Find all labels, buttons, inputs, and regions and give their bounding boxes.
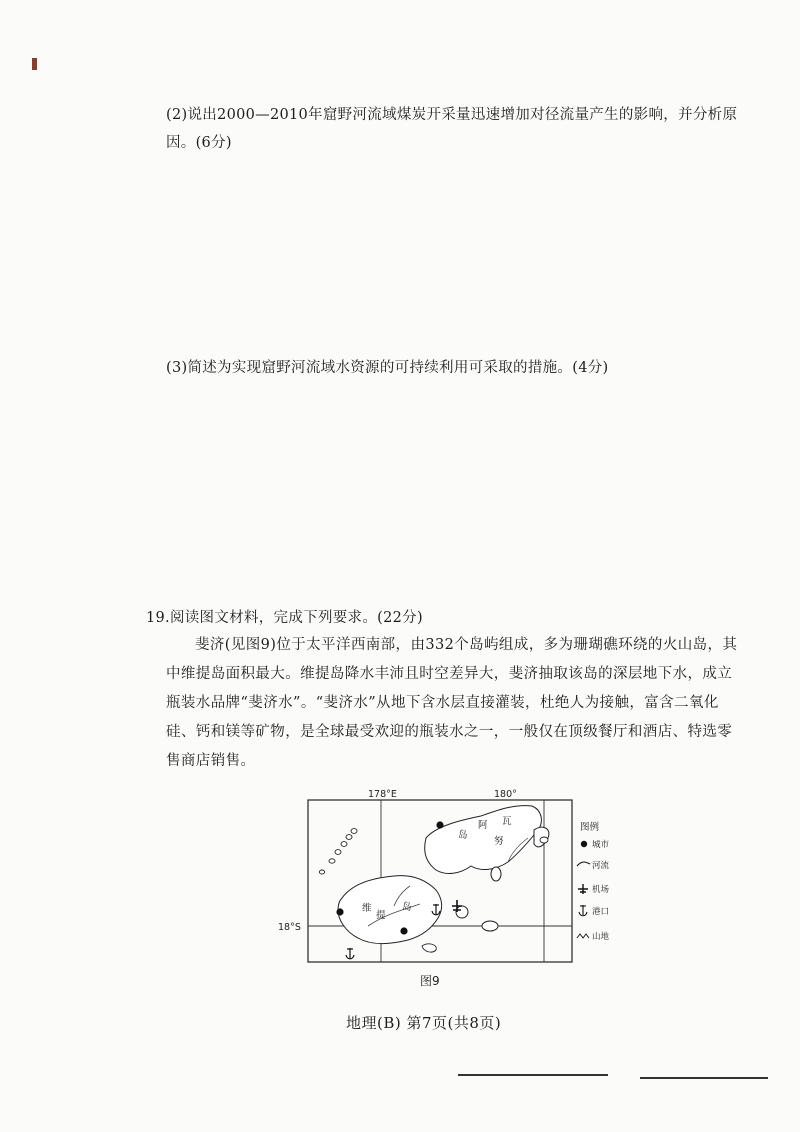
- question-19-heading: 19.阅读图文材料，完成下列要求。(22分): [146, 610, 423, 626]
- legend-airport-icon: [578, 884, 588, 894]
- label-a: 阿: [478, 820, 488, 831]
- question-2: (2)说出2000—2010年窟野河流域煤炭开采量迅速增加对径流量产生的影响，并分析原因。(6分): [166, 107, 738, 151]
- yasawa-islet: [335, 850, 341, 855]
- kadavu-island: [422, 944, 436, 952]
- legend-port-label: 港口: [592, 907, 610, 917]
- scan-bottom-line: [458, 1074, 608, 1076]
- legend-airport-label: 机场: [592, 885, 610, 895]
- small-island: [491, 867, 501, 881]
- label-wei: 维: [362, 903, 372, 914]
- yasawa-islet: [341, 842, 347, 847]
- fiji-map: [276, 786, 616, 996]
- legend-river-icon: [577, 862, 590, 866]
- city-dot-north: [436, 821, 443, 828]
- port-anchor-icon: [346, 948, 354, 959]
- yasawa-islet: [346, 835, 352, 840]
- label-ti: 提: [376, 910, 386, 921]
- legend-mountain-icon: [577, 934, 589, 938]
- label-wa: 瓦: [502, 816, 512, 827]
- label-dao-south: 岛: [402, 902, 412, 913]
- label-dao-north: 岛: [458, 830, 468, 841]
- yasawa-islet: [351, 829, 357, 834]
- small-island: [540, 837, 548, 843]
- lat-label-18s: 18°S: [278, 922, 301, 933]
- legend-title: 图例: [580, 822, 600, 833]
- city-dot-south: [400, 927, 407, 934]
- legend-city-label: 城市: [592, 840, 610, 850]
- fiji-map-figure: [276, 786, 616, 996]
- page-footer: 地理(B) 第7页(共8页): [346, 1014, 502, 1032]
- city-dot-west: [336, 908, 343, 915]
- viti-levu-island: [338, 876, 442, 944]
- legend-river-label: 河流: [592, 861, 610, 871]
- question-19-material: 斐济(见图9)位于太平洋西南部，由332个岛屿组成，多为珊瑚礁环绕的火山岛，其中维提岛面积最大。维提岛降水丰沛且时空差异大，斐济抽取该岛的深层地下水，成立瓶装水品牌“斐济水”。“斐济水”从地下含水层直接灌装，杜绝人为接触，富含二氧化硅、钙和镁等矿物，是全球最受欢迎的瓶装水之一，一般仅在顶级餐厅和酒店、特选零售商店销售。: [166, 637, 738, 769]
- airport-icon: [452, 900, 462, 912]
- small-island: [482, 921, 498, 931]
- label-nu: 努: [494, 836, 504, 847]
- lon-label-178e: 178°E: [368, 789, 397, 800]
- yasawa-islet: [319, 870, 324, 874]
- question-3: (3)简述为实现窟野河流域水资源的可持续利用可采取的措施。(4分): [166, 360, 609, 376]
- scan-bottom-line: [640, 1077, 768, 1079]
- lon-label-180: 180°: [494, 789, 517, 800]
- legend-port-icon: [579, 905, 587, 916]
- legend-mountain-label: 山地: [592, 932, 610, 942]
- yasawa-islet: [329, 859, 335, 863]
- vanua-levu-island: [425, 806, 542, 874]
- scan-edge-mark: [32, 58, 37, 70]
- figure-caption: 图9: [420, 974, 440, 988]
- legend-city-icon: [581, 841, 587, 847]
